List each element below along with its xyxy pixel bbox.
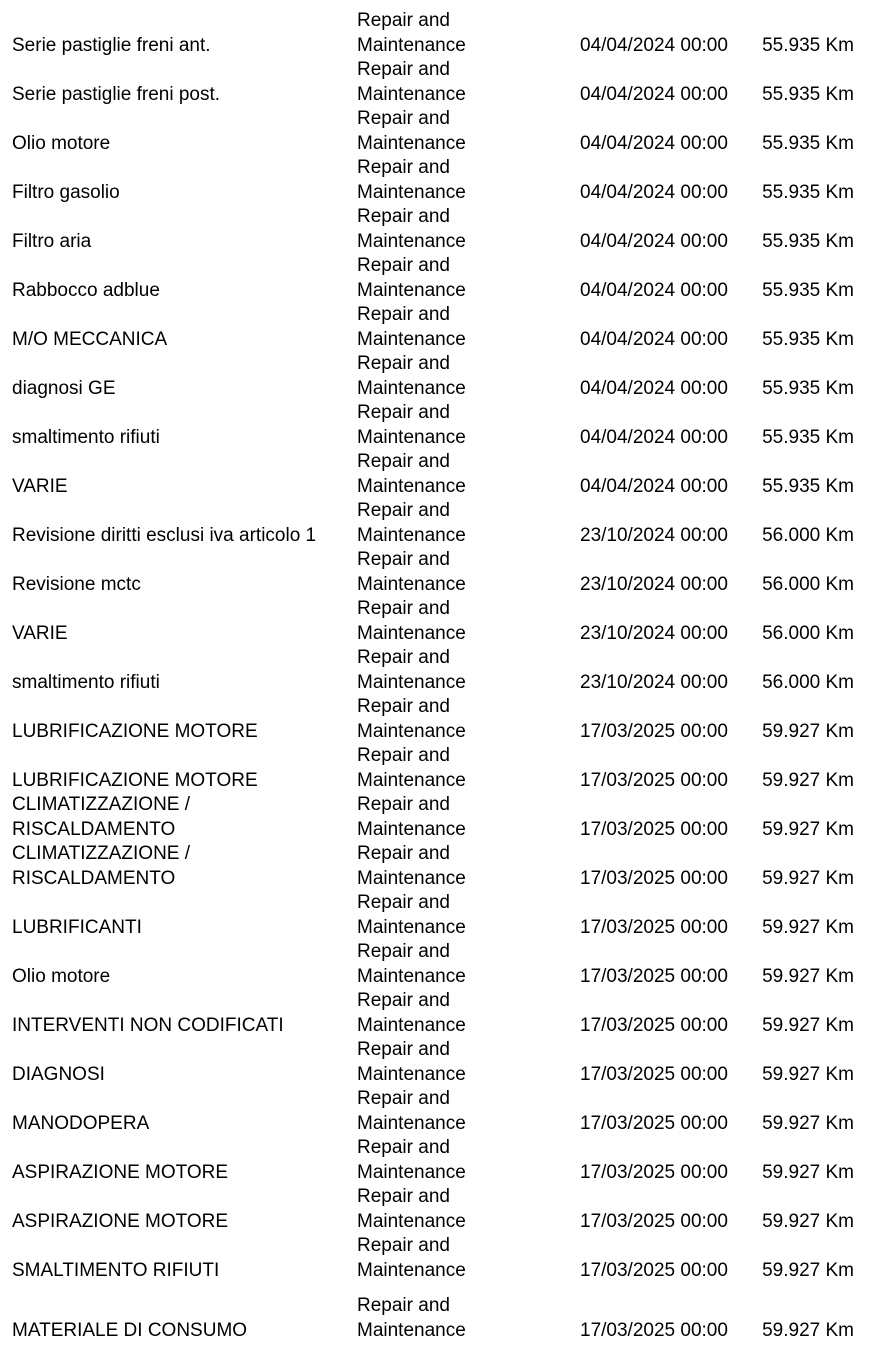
record-date: 04/04/2024 00:00 [580, 426, 728, 448]
record-description [12, 230, 342, 255]
table-row [0, 891, 874, 940]
record-description-line: LUBRIFICAZIONE MOTORE [12, 720, 258, 742]
table-row [0, 1087, 874, 1136]
record-date: 23/10/2024 00:00 [580, 671, 728, 693]
record-description [12, 181, 342, 206]
record-category [357, 401, 557, 450]
record-category [357, 499, 557, 548]
record-category [357, 450, 557, 499]
record-date: 23/10/2024 00:00 [580, 573, 728, 595]
record-date: 17/03/2025 00:00 [580, 1014, 728, 1036]
record-category-line: Repair and [357, 108, 450, 129]
record-category [357, 1234, 557, 1283]
table-row [0, 548, 874, 597]
record-category [357, 548, 557, 597]
record-category [357, 9, 557, 58]
record-mileage: 55.935 Km [762, 83, 854, 105]
record-mileage: 55.935 Km [762, 475, 854, 497]
record-category-line: Repair and [357, 990, 450, 1011]
record-description-line: smaltimento rifiuti [12, 426, 160, 448]
record-category [357, 597, 557, 646]
record-category-line: Maintenance [357, 1319, 466, 1341]
record-category [357, 793, 557, 842]
record-category [357, 842, 557, 891]
record-description [12, 83, 342, 108]
record-description-line: RISCALDAMENTO [12, 867, 176, 889]
record-date: 04/04/2024 00:00 [580, 475, 728, 497]
record-mileage: 55.935 Km [762, 279, 854, 301]
record-date: 17/03/2025 00:00 [580, 1259, 728, 1281]
record-description-line: Olio motore [12, 965, 111, 987]
record-mileage: 56.000 Km [762, 622, 854, 644]
record-mileage: 59.927 Km [762, 769, 854, 791]
record-category [357, 744, 557, 793]
record-description-line: VARIE [12, 622, 68, 644]
record-description [12, 916, 342, 941]
table-row [0, 156, 874, 205]
table-row [0, 401, 874, 450]
record-description-line: Revisione diritti esclusi iva articolo 1 [12, 524, 317, 546]
record-category-line: Maintenance [357, 916, 466, 938]
record-category [357, 695, 557, 744]
record-date: 17/03/2025 00:00 [580, 867, 728, 889]
record-category-line: Maintenance [357, 328, 466, 350]
record-description-line: Olio motore [12, 132, 111, 154]
record-category-line: Maintenance [357, 1014, 466, 1036]
record-description [12, 1112, 342, 1137]
record-mileage: 56.000 Km [762, 573, 854, 595]
record-category-line: Maintenance [357, 377, 466, 399]
table-row [0, 1234, 874, 1283]
record-date: 04/04/2024 00:00 [580, 132, 728, 154]
record-description-line: diagnosi GE [12, 377, 116, 399]
record-date: 17/03/2025 00:00 [580, 1161, 728, 1183]
record-category [357, 156, 557, 205]
record-category-line: Repair and [357, 353, 450, 374]
table-row [0, 58, 874, 107]
record-mileage: 55.935 Km [762, 426, 854, 448]
record-category-line: Repair and [357, 794, 450, 815]
record-date: 23/10/2024 00:00 [580, 622, 728, 644]
record-description-line: ASPIRAZIONE MOTORE [12, 1161, 229, 1183]
record-category-line: Repair and [357, 255, 450, 276]
record-description-line: VARIE [12, 475, 68, 497]
record-category-line: Repair and [357, 941, 450, 962]
record-description-line: Filtro aria [12, 230, 92, 252]
record-date: 23/10/2024 00:00 [580, 524, 728, 546]
record-date: 17/03/2025 00:00 [580, 769, 728, 791]
record-category-line: Repair and [357, 1137, 450, 1158]
record-category-line: Maintenance [357, 573, 466, 595]
record-description [12, 34, 342, 59]
record-category-line: Repair and [357, 304, 450, 325]
record-description-line: CLIMATIZZAZIONE / [12, 794, 191, 815]
table-row [0, 793, 874, 842]
record-description [12, 1259, 342, 1284]
record-mileage: 59.927 Km [762, 1259, 854, 1281]
record-category-line: Repair and [357, 402, 450, 423]
record-description [12, 377, 342, 402]
record-category-line: Repair and [357, 10, 450, 31]
record-category [357, 303, 557, 352]
table-row [0, 1185, 874, 1234]
record-description [12, 279, 342, 304]
table-row [0, 1136, 874, 1185]
record-category-line: Maintenance [357, 769, 466, 791]
record-description-line: INTERVENTI NON CODIFICATI [12, 1014, 284, 1036]
record-description-line: DIAGNOSI [12, 1063, 105, 1085]
record-description-line: MANODOPERA [12, 1112, 150, 1134]
record-mileage: 59.927 Km [762, 867, 854, 889]
record-description [12, 622, 342, 647]
record-description-line: SMALTIMENTO RIFIUTI [12, 1259, 220, 1281]
record-mileage: 55.935 Km [762, 377, 854, 399]
record-description-line: MATERIALE DI CONSUMO [12, 1319, 248, 1341]
record-category-line: Repair and [357, 451, 450, 472]
record-category-line: Repair and [357, 1235, 450, 1256]
record-mileage: 59.927 Km [762, 916, 854, 938]
record-category-line: Repair and [357, 598, 450, 619]
record-category-line: Repair and [357, 647, 450, 668]
record-mileage: 55.935 Km [762, 34, 854, 56]
record-category-line: Maintenance [357, 867, 466, 889]
table-row [0, 597, 874, 646]
record-description-line: Serie pastiglie freni ant. [12, 34, 211, 56]
record-category-line: Maintenance [357, 622, 466, 644]
record-category-line: Repair and [357, 1039, 450, 1060]
record-description [12, 1161, 342, 1186]
record-date: 04/04/2024 00:00 [580, 34, 728, 56]
record-description-line: CLIMATIZZAZIONE / [12, 843, 191, 864]
record-category [357, 58, 557, 107]
record-date: 17/03/2025 00:00 [580, 720, 728, 742]
table-row [0, 695, 874, 744]
record-description [12, 328, 342, 353]
record-description-line: Filtro gasolio [12, 181, 120, 203]
record-mileage: 56.000 Km [762, 524, 854, 546]
record-description [12, 1210, 342, 1235]
record-description [12, 132, 342, 157]
record-category-line: Repair and [357, 59, 450, 80]
record-category-line: Maintenance [357, 1210, 466, 1232]
record-category [357, 205, 557, 254]
record-category [357, 1294, 557, 1343]
record-date: 04/04/2024 00:00 [580, 328, 728, 350]
record-category-line: Maintenance [357, 1161, 466, 1183]
record-date: 17/03/2025 00:00 [580, 1210, 728, 1232]
record-date: 17/03/2025 00:00 [580, 1319, 728, 1341]
table-row [0, 254, 874, 303]
record-description-line: Rabbocco adblue [12, 279, 160, 301]
record-category-line: Repair and [357, 549, 450, 570]
record-mileage: 59.927 Km [762, 1014, 854, 1036]
record-date: 04/04/2024 00:00 [580, 181, 728, 203]
record-category-line: Maintenance [357, 965, 466, 987]
record-category-line: Maintenance [357, 34, 466, 56]
record-mileage: 55.935 Km [762, 181, 854, 203]
record-category-line: Repair and [357, 892, 450, 913]
table-row [0, 9, 874, 58]
table-row [0, 499, 874, 548]
record-category [357, 891, 557, 940]
table-row [0, 303, 874, 352]
table-row [0, 205, 874, 254]
record-description [12, 1319, 342, 1344]
table-row [0, 842, 874, 891]
record-category [357, 989, 557, 1038]
record-mileage: 55.935 Km [762, 328, 854, 350]
record-mileage: 59.927 Km [762, 720, 854, 742]
table-row [0, 646, 874, 695]
record-category-line: Maintenance [357, 181, 466, 203]
record-category [357, 1185, 557, 1234]
record-description-line: M/O MECCANICA [12, 328, 168, 350]
record-category-line: Repair and [357, 1295, 450, 1316]
table-row [0, 1283, 874, 1343]
record-category-line: Maintenance [357, 426, 466, 448]
record-category-line: Maintenance [357, 818, 466, 840]
record-category-line: Maintenance [357, 671, 466, 693]
record-description [12, 769, 342, 794]
table-row [0, 352, 874, 401]
record-description [12, 1014, 342, 1039]
record-description-line: Serie pastiglie freni post. [12, 83, 221, 105]
record-category-line: Repair and [357, 1186, 450, 1207]
record-category-line: Maintenance [357, 279, 466, 301]
record-description [12, 573, 342, 598]
record-description-line: RISCALDAMENTO [12, 818, 176, 840]
table-row [0, 450, 874, 499]
record-description [12, 842, 342, 891]
record-date: 17/03/2025 00:00 [580, 965, 728, 987]
record-date: 04/04/2024 00:00 [580, 83, 728, 105]
records-table [0, 9, 874, 1343]
record-mileage: 59.927 Km [762, 1319, 854, 1341]
record-date: 04/04/2024 00:00 [580, 377, 728, 399]
record-date: 17/03/2025 00:00 [580, 1112, 728, 1134]
record-category-line: Maintenance [357, 720, 466, 742]
record-category [357, 646, 557, 695]
record-category-line: Repair and [357, 1088, 450, 1109]
record-mileage: 59.927 Km [762, 1161, 854, 1183]
record-mileage: 55.935 Km [762, 230, 854, 252]
record-description [12, 671, 342, 696]
record-category [357, 352, 557, 401]
record-category-line: Repair and [357, 745, 450, 766]
record-category-line: Maintenance [357, 230, 466, 252]
table-row [0, 107, 874, 156]
record-category-line: Repair and [357, 157, 450, 178]
table-row [0, 989, 874, 1038]
record-category [357, 940, 557, 989]
record-category-line: Maintenance [357, 1259, 466, 1281]
record-date: 04/04/2024 00:00 [580, 279, 728, 301]
record-category [357, 107, 557, 156]
record-category-line: Maintenance [357, 132, 466, 154]
record-category-line: Repair and [357, 843, 450, 864]
record-description-line: LUBRIFICANTI [12, 916, 142, 938]
record-category [357, 254, 557, 303]
record-description [12, 793, 342, 842]
record-category-line: Maintenance [357, 1112, 466, 1134]
record-mileage: 59.927 Km [762, 1112, 854, 1134]
record-mileage: 56.000 Km [762, 671, 854, 693]
record-date: 17/03/2025 00:00 [580, 818, 728, 840]
record-mileage: 55.935 Km [762, 132, 854, 154]
record-category-line: Maintenance [357, 83, 466, 105]
record-mileage: 59.927 Km [762, 965, 854, 987]
record-category [357, 1038, 557, 1087]
record-date: 17/03/2025 00:00 [580, 916, 728, 938]
record-description [12, 426, 342, 451]
record-category-line: Maintenance [357, 475, 466, 497]
record-category-line: Repair and [357, 696, 450, 717]
record-description [12, 475, 342, 500]
record-date: 04/04/2024 00:00 [580, 230, 728, 252]
table-row [0, 940, 874, 989]
table-row [0, 744, 874, 793]
record-date: 17/03/2025 00:00 [580, 1063, 728, 1085]
record-category-line: Repair and [357, 206, 450, 227]
record-description-line: LUBRIFICAZIONE MOTORE [12, 769, 258, 791]
record-description [12, 1063, 342, 1088]
table-row [0, 1038, 874, 1087]
record-description [12, 720, 342, 745]
record-category-line: Maintenance [357, 524, 466, 546]
record-mileage: 59.927 Km [762, 1063, 854, 1085]
record-description-line: ASPIRAZIONE MOTORE [12, 1210, 229, 1232]
record-category-line: Repair and [357, 500, 450, 521]
record-mileage: 59.927 Km [762, 1210, 854, 1232]
record-category [357, 1087, 557, 1136]
record-description [12, 965, 342, 990]
record-category [357, 1136, 557, 1185]
record-description-line: smaltimento rifiuti [12, 671, 160, 693]
record-description [12, 524, 342, 549]
record-mileage: 59.927 Km [762, 818, 854, 840]
record-description-line: Revisione mctc [12, 573, 141, 595]
record-category-line: Maintenance [357, 1063, 466, 1085]
